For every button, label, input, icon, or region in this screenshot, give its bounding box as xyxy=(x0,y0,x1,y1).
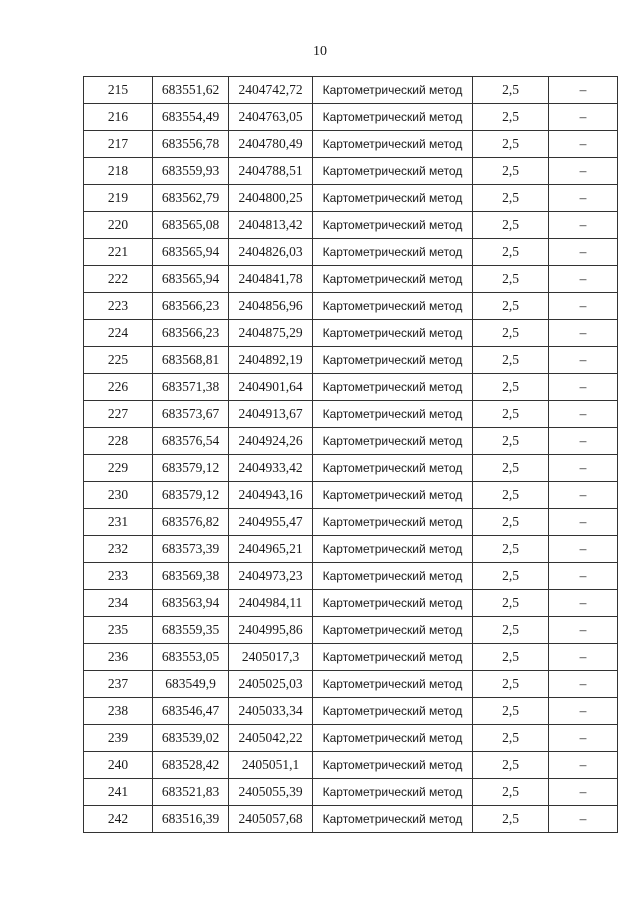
point-number-cell: 223 xyxy=(84,293,153,320)
table-row xyxy=(84,77,618,104)
accuracy-cell: 2,5 xyxy=(473,455,549,482)
table-row xyxy=(84,590,618,617)
method-cell: Картометрический метод xyxy=(313,428,473,455)
y-coordinate-cell: 2404780,49 xyxy=(229,131,313,158)
x-coordinate-cell: 683554,49 xyxy=(153,104,229,131)
table-row xyxy=(84,698,618,725)
method-cell: Картометрический метод xyxy=(313,185,473,212)
note-cell: – xyxy=(549,212,618,239)
note-cell: – xyxy=(549,779,618,806)
point-number-cell: 227 xyxy=(84,401,153,428)
accuracy-cell: 2,5 xyxy=(473,617,549,644)
x-coordinate-cell: 683559,93 xyxy=(153,158,229,185)
note-cell: – xyxy=(549,698,618,725)
note-cell: – xyxy=(549,563,618,590)
point-number-cell: 233 xyxy=(84,563,153,590)
point-number-cell: 241 xyxy=(84,779,153,806)
accuracy-cell: 2,5 xyxy=(473,374,549,401)
accuracy-cell: 2,5 xyxy=(473,671,549,698)
note-cell: – xyxy=(549,536,618,563)
coordinates-table-body xyxy=(84,77,618,833)
table-row xyxy=(84,806,618,833)
y-coordinate-cell: 2405033,34 xyxy=(229,698,313,725)
point-number-cell: 220 xyxy=(84,212,153,239)
table-row xyxy=(84,374,618,401)
x-coordinate-cell: 683553,05 xyxy=(153,644,229,671)
note-cell: – xyxy=(549,644,618,671)
y-coordinate-cell: 2404800,25 xyxy=(229,185,313,212)
accuracy-cell: 2,5 xyxy=(473,752,549,779)
note-cell: – xyxy=(549,185,618,212)
note-cell: – xyxy=(549,590,618,617)
point-number-cell: 217 xyxy=(84,131,153,158)
accuracy-cell: 2,5 xyxy=(473,563,549,590)
accuracy-cell: 2,5 xyxy=(473,482,549,509)
accuracy-cell: 2,5 xyxy=(473,536,549,563)
point-number-cell: 242 xyxy=(84,806,153,833)
method-cell: Картометрический метод xyxy=(313,401,473,428)
note-cell: – xyxy=(549,374,618,401)
table-row xyxy=(84,671,618,698)
table-row xyxy=(84,185,618,212)
y-coordinate-cell: 2405051,1 xyxy=(229,752,313,779)
table-row xyxy=(84,752,618,779)
y-coordinate-cell: 2404965,21 xyxy=(229,536,313,563)
accuracy-cell: 2,5 xyxy=(473,131,549,158)
note-cell: – xyxy=(549,77,618,104)
point-number-cell: 235 xyxy=(84,617,153,644)
accuracy-cell: 2,5 xyxy=(473,293,549,320)
table-row xyxy=(84,401,618,428)
y-coordinate-cell: 2404995,86 xyxy=(229,617,313,644)
note-cell: – xyxy=(549,428,618,455)
y-coordinate-cell: 2404901,64 xyxy=(229,374,313,401)
x-coordinate-cell: 683549,9 xyxy=(153,671,229,698)
x-coordinate-cell: 683551,62 xyxy=(153,77,229,104)
point-number-cell: 234 xyxy=(84,590,153,617)
method-cell: Картометрический метод xyxy=(313,158,473,185)
x-coordinate-cell: 683559,35 xyxy=(153,617,229,644)
table-row xyxy=(84,239,618,266)
point-number-cell: 239 xyxy=(84,725,153,752)
y-coordinate-cell: 2404875,29 xyxy=(229,320,313,347)
accuracy-cell: 2,5 xyxy=(473,185,549,212)
table-row xyxy=(84,509,618,536)
y-coordinate-cell: 2404826,03 xyxy=(229,239,313,266)
method-cell: Картометрический метод xyxy=(313,752,473,779)
x-coordinate-cell: 683565,08 xyxy=(153,212,229,239)
x-coordinate-cell: 683563,94 xyxy=(153,590,229,617)
x-coordinate-cell: 683521,83 xyxy=(153,779,229,806)
table-row xyxy=(84,725,618,752)
accuracy-cell: 2,5 xyxy=(473,320,549,347)
accuracy-cell: 2,5 xyxy=(473,239,549,266)
note-cell: – xyxy=(549,671,618,698)
table-row xyxy=(84,617,618,644)
accuracy-cell: 2,5 xyxy=(473,347,549,374)
table-row xyxy=(84,131,618,158)
accuracy-cell: 2,5 xyxy=(473,779,549,806)
y-coordinate-cell: 2404856,96 xyxy=(229,293,313,320)
y-coordinate-cell: 2404924,26 xyxy=(229,428,313,455)
point-number-cell: 224 xyxy=(84,320,153,347)
point-number-cell: 236 xyxy=(84,644,153,671)
y-coordinate-cell: 2404742,72 xyxy=(229,77,313,104)
note-cell: – xyxy=(549,509,618,536)
x-coordinate-cell: 683579,12 xyxy=(153,455,229,482)
note-cell: – xyxy=(549,104,618,131)
method-cell: Картометрический метод xyxy=(313,347,473,374)
point-number-cell: 238 xyxy=(84,698,153,725)
y-coordinate-cell: 2404984,11 xyxy=(229,590,313,617)
x-coordinate-cell: 683539,02 xyxy=(153,725,229,752)
y-coordinate-cell: 2405042,22 xyxy=(229,725,313,752)
accuracy-cell: 2,5 xyxy=(473,212,549,239)
method-cell: Картометрический метод xyxy=(313,104,473,131)
page-number: 10 xyxy=(313,44,327,59)
point-number-cell: 221 xyxy=(84,239,153,266)
method-cell: Картометрический метод xyxy=(313,131,473,158)
accuracy-cell: 2,5 xyxy=(473,104,549,131)
note-cell: – xyxy=(549,617,618,644)
point-number-cell: 230 xyxy=(84,482,153,509)
point-number-cell: 231 xyxy=(84,509,153,536)
accuracy-cell: 2,5 xyxy=(473,698,549,725)
point-number-cell: 215 xyxy=(84,77,153,104)
coordinates-table xyxy=(83,76,618,833)
point-number-cell: 222 xyxy=(84,266,153,293)
table-row xyxy=(84,644,618,671)
accuracy-cell: 2,5 xyxy=(473,428,549,455)
x-coordinate-cell: 683546,47 xyxy=(153,698,229,725)
note-cell: – xyxy=(549,239,618,266)
point-number-cell: 232 xyxy=(84,536,153,563)
table-row xyxy=(84,293,618,320)
note-cell: – xyxy=(549,725,618,752)
x-coordinate-cell: 683566,23 xyxy=(153,293,229,320)
method-cell: Картометрический метод xyxy=(313,563,473,590)
point-number-cell: 225 xyxy=(84,347,153,374)
point-number-cell: 216 xyxy=(84,104,153,131)
y-coordinate-cell: 2404892,19 xyxy=(229,347,313,374)
y-coordinate-cell: 2404763,05 xyxy=(229,104,313,131)
y-coordinate-cell: 2405025,03 xyxy=(229,671,313,698)
x-coordinate-cell: 683576,82 xyxy=(153,509,229,536)
y-coordinate-cell: 2405055,39 xyxy=(229,779,313,806)
y-coordinate-cell: 2404943,16 xyxy=(229,482,313,509)
x-coordinate-cell: 683573,39 xyxy=(153,536,229,563)
x-coordinate-cell: 683568,81 xyxy=(153,347,229,374)
x-coordinate-cell: 683528,42 xyxy=(153,752,229,779)
note-cell: – xyxy=(549,266,618,293)
point-number-cell: 226 xyxy=(84,374,153,401)
x-coordinate-cell: 683571,38 xyxy=(153,374,229,401)
accuracy-cell: 2,5 xyxy=(473,401,549,428)
x-coordinate-cell: 683566,23 xyxy=(153,320,229,347)
y-coordinate-cell: 2404913,67 xyxy=(229,401,313,428)
table-row xyxy=(84,347,618,374)
method-cell: Картометрический метод xyxy=(313,806,473,833)
note-cell: – xyxy=(549,482,618,509)
accuracy-cell: 2,5 xyxy=(473,266,549,293)
method-cell: Картометрический метод xyxy=(313,77,473,104)
table-row xyxy=(84,158,618,185)
note-cell: – xyxy=(549,752,618,779)
method-cell: Картометрический метод xyxy=(313,293,473,320)
note-cell: – xyxy=(549,455,618,482)
accuracy-cell: 2,5 xyxy=(473,806,549,833)
method-cell: Картометрический метод xyxy=(313,698,473,725)
accuracy-cell: 2,5 xyxy=(473,725,549,752)
table-row xyxy=(84,563,618,590)
note-cell: – xyxy=(549,806,618,833)
note-cell: – xyxy=(549,347,618,374)
method-cell: Картометрический метод xyxy=(313,725,473,752)
accuracy-cell: 2,5 xyxy=(473,77,549,104)
accuracy-cell: 2,5 xyxy=(473,158,549,185)
method-cell: Картометрический метод xyxy=(313,671,473,698)
note-cell: – xyxy=(549,293,618,320)
table-row xyxy=(84,104,618,131)
y-coordinate-cell: 2404841,78 xyxy=(229,266,313,293)
x-coordinate-cell: 683565,94 xyxy=(153,266,229,293)
y-coordinate-cell: 2404973,23 xyxy=(229,563,313,590)
table-row xyxy=(84,212,618,239)
x-coordinate-cell: 683576,54 xyxy=(153,428,229,455)
x-coordinate-cell: 683556,78 xyxy=(153,131,229,158)
method-cell: Картометрический метод xyxy=(313,239,473,266)
note-cell: – xyxy=(549,401,618,428)
method-cell: Картометрический метод xyxy=(313,212,473,239)
method-cell: Картометрический метод xyxy=(313,617,473,644)
y-coordinate-cell: 2405017,3 xyxy=(229,644,313,671)
point-number-cell: 237 xyxy=(84,671,153,698)
accuracy-cell: 2,5 xyxy=(473,509,549,536)
method-cell: Картометрический метод xyxy=(313,482,473,509)
x-coordinate-cell: 683573,67 xyxy=(153,401,229,428)
y-coordinate-cell: 2404955,47 xyxy=(229,509,313,536)
note-cell: – xyxy=(549,320,618,347)
table-row xyxy=(84,482,618,509)
point-number-cell: 219 xyxy=(84,185,153,212)
method-cell: Картометрический метод xyxy=(313,779,473,806)
x-coordinate-cell: 683562,79 xyxy=(153,185,229,212)
x-coordinate-cell: 683516,39 xyxy=(153,806,229,833)
y-coordinate-cell: 2404813,42 xyxy=(229,212,313,239)
note-cell: – xyxy=(549,158,618,185)
y-coordinate-cell: 2405057,68 xyxy=(229,806,313,833)
method-cell: Картометрический метод xyxy=(313,266,473,293)
method-cell: Картометрический метод xyxy=(313,536,473,563)
method-cell: Картометрический метод xyxy=(313,320,473,347)
method-cell: Картометрический метод xyxy=(313,644,473,671)
note-cell: – xyxy=(549,131,618,158)
x-coordinate-cell: 683569,38 xyxy=(153,563,229,590)
table-row xyxy=(84,266,618,293)
table-row xyxy=(84,779,618,806)
table-row xyxy=(84,428,618,455)
table-row xyxy=(84,455,618,482)
point-number-cell: 229 xyxy=(84,455,153,482)
method-cell: Картометрический метод xyxy=(313,455,473,482)
table-row xyxy=(84,320,618,347)
point-number-cell: 240 xyxy=(84,752,153,779)
accuracy-cell: 2,5 xyxy=(473,590,549,617)
method-cell: Картометрический метод xyxy=(313,509,473,536)
table-row xyxy=(84,536,618,563)
method-cell: Картометрический метод xyxy=(313,590,473,617)
point-number-cell: 218 xyxy=(84,158,153,185)
y-coordinate-cell: 2404788,51 xyxy=(229,158,313,185)
x-coordinate-cell: 683579,12 xyxy=(153,482,229,509)
y-coordinate-cell: 2404933,42 xyxy=(229,455,313,482)
method-cell: Картометрический метод xyxy=(313,374,473,401)
x-coordinate-cell: 683565,94 xyxy=(153,239,229,266)
point-number-cell: 228 xyxy=(84,428,153,455)
accuracy-cell: 2,5 xyxy=(473,644,549,671)
